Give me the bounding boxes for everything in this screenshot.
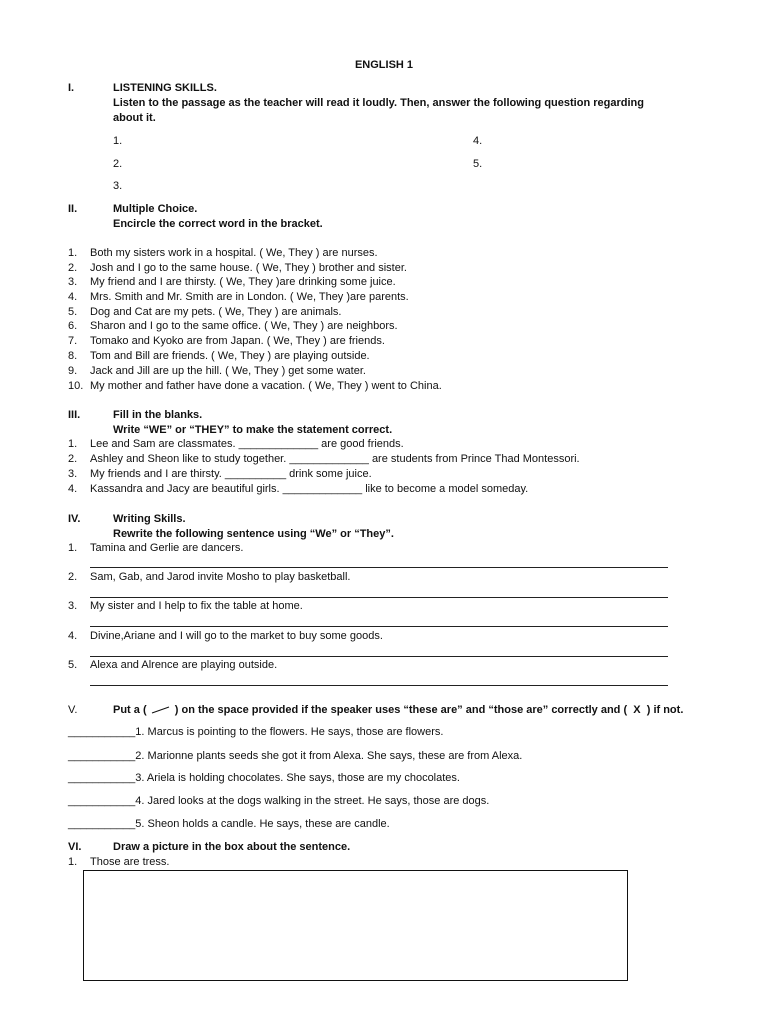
answer-item: 2. xyxy=(113,158,123,170)
list-item: 6. Sharon and I go to the same office. ( We, They ) are neighbors. xyxy=(68,320,398,332)
section-heading: LISTENING SKILLS. xyxy=(113,82,217,94)
list-item: 5. Alexa and Alrence are playing outside. xyxy=(68,659,278,671)
list-item: 10. My mother and father have done a vacation. ( We, They ) went to China. xyxy=(68,380,442,392)
list-item: 7. Tomako and Kyoko are from Japan. ( We, They ) are friends. xyxy=(68,335,385,347)
list-item: 5. Dog and Cat are my pets. ( We, They ) are animals. xyxy=(68,306,342,318)
list-item: ___________5. Sheon holds a candle. He says, these are candle. xyxy=(68,818,390,830)
list-item: ___________1. Marcus is pointing to the flowers. He says, those are flowers. xyxy=(68,726,444,738)
list-item: 3. My friends and I are thirsty. __________ drink some juice. xyxy=(68,468,372,480)
answer-line xyxy=(90,656,668,657)
list-item: 1. Those are tress. xyxy=(68,856,170,868)
drawing-box[interactable] xyxy=(83,870,628,981)
list-item: ___________2. Marionne plants seeds she got it from Alexa. She says, these are from Alexa. xyxy=(68,750,523,762)
list-item: 1. Lee and Sam are classmates. _____________ are good friends. xyxy=(68,438,404,450)
list-item: 4. Mrs. Smith and Mr. Smith are in London. ( We, They )are parents. xyxy=(68,291,409,303)
list-item: 3. My friend and I are thirsty. ( We, They )are drinking some juice. xyxy=(68,276,396,288)
answer-line xyxy=(90,567,668,568)
answer-item: 5. xyxy=(473,158,483,170)
list-item: ___________3. Ariela is holding chocolates. She says, those are my chocolates. xyxy=(68,772,460,784)
section-heading: Draw a picture in the box about the sentence. xyxy=(113,841,351,853)
list-item: 1. Tamina and Gerlie are dancers. xyxy=(68,542,244,554)
page-title: ENGLISH 1 xyxy=(354,59,414,71)
section-number: I. xyxy=(68,82,75,94)
section-number: V. xyxy=(68,704,78,716)
section-instructions: Listen to the passage as the teacher will read it loudly. Then, answer the following question regarding xyxy=(113,97,644,109)
section-instructions: Write “WE” or “THEY” to make the statement correct. xyxy=(113,424,393,436)
section-number: III. xyxy=(68,409,81,421)
section-instructions-cont: about it. xyxy=(113,112,156,124)
section-heading: Writing Skills. xyxy=(113,513,186,525)
list-item: 1. Both my sisters work in a hospital. ( We, They ) are nurses. xyxy=(68,247,378,259)
list-item: 8. Tom and Bill are friends. ( We, They ) are playing outside. xyxy=(68,350,370,362)
section-heading: Fill in the blanks. xyxy=(113,409,203,421)
section-number: VI. xyxy=(68,841,82,853)
answer-item: 1. xyxy=(113,135,123,147)
list-item: 4. Kassandra and Jacy are beautiful girls. _____________ like to become a model someday. xyxy=(68,483,529,495)
list-item: 9. Jack and Jill are up the hill. ( We, They ) get some water. xyxy=(68,365,366,377)
list-item: 2. Ashley and Sheon like to study together. _____________ are students from Prince Thad Montessori. xyxy=(68,453,580,465)
section-number: II. xyxy=(68,203,78,215)
answer-line xyxy=(90,597,668,598)
section-instructions: Put a ( ) on the space provided if the speaker uses “these are” and “those are” correctly and ( X ) if not. xyxy=(113,704,684,716)
list-item: 2. Josh and I go to the same house. ( We, They ) brother and sister. xyxy=(68,262,407,274)
section-number: IV. xyxy=(68,513,81,525)
answer-item: 4. xyxy=(473,135,483,147)
section-instructions: Encircle the correct word in the bracket. xyxy=(113,218,323,230)
answer-line xyxy=(90,626,668,627)
list-item: 4. Divine,Ariane and I will go to the market to buy some goods. xyxy=(68,630,383,642)
check-mark-icon xyxy=(150,705,172,715)
section-heading: Multiple Choice. xyxy=(113,203,198,215)
section-instructions: Rewrite the following sentence using “We” or “They”. xyxy=(113,528,394,540)
list-item: 2. Sam, Gab, and Jarod invite Mosho to play basketball. xyxy=(68,571,351,583)
list-item: ___________4. Jared looks at the dogs walking in the street. He says, those are dogs. xyxy=(68,795,490,807)
answer-item: 3. xyxy=(113,180,123,192)
list-item: 3. My sister and I help to fix the table at home. xyxy=(68,600,303,612)
answer-line xyxy=(90,685,668,686)
